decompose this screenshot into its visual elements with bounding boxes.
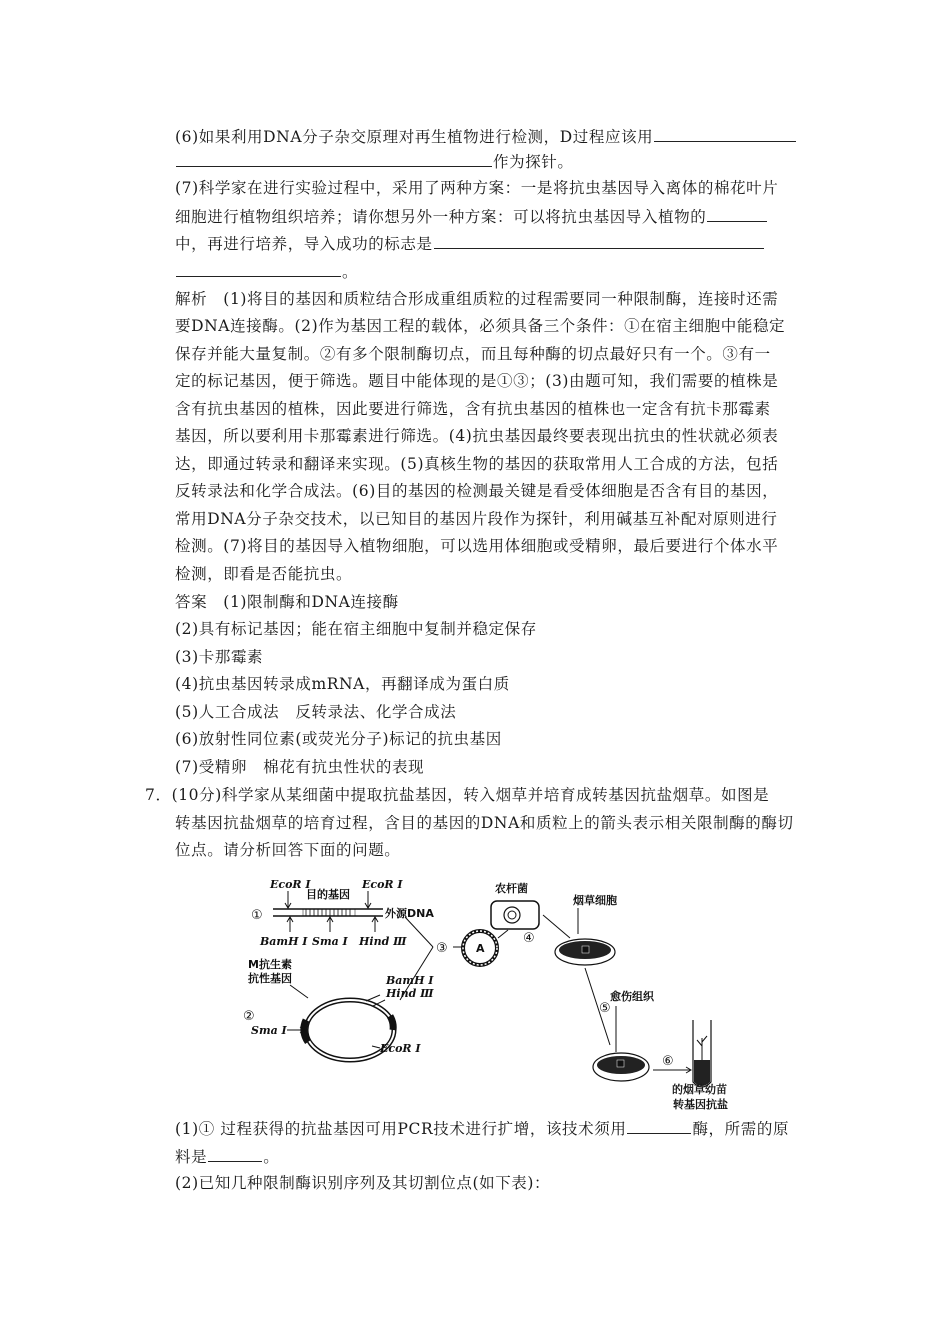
pointer-line: [290, 985, 308, 998]
answer-line: (2)具有标记基因；能在宿主细胞中复制并稳定保存: [175, 620, 537, 638]
seedling-label-1: 转基因抗盐: [673, 1098, 728, 1111]
question-7-line-1: [145, 784, 769, 806]
answer-blank[interactable]: [208, 1145, 262, 1162]
ecori-label-right: EcoR Ⅰ: [362, 878, 403, 891]
step-4-arrow: [543, 915, 570, 938]
q7-part-1-text-b: 酶，所需的原: [692, 1120, 790, 1138]
q7-part-1-text-c: 料是: [175, 1148, 208, 1166]
analysis-line: 常用DNA分子杂交技术，以已知目的基因片段作为探针，利用碱基互补配对原则进行: [175, 510, 778, 528]
q7-sub-line-4: [175, 260, 358, 283]
analysis-line: 要DNA连接酶。(2)作为基因工程的载体，必须具备三个条件：①在宿主细胞中能稳定: [175, 317, 786, 335]
step-1-label: ①: [251, 908, 263, 923]
answer-line: (7)受精卵 棉花有抗虫性状的表现: [175, 758, 425, 776]
q7-sub-text-3: 中，再进行培养，导入成功的标志是: [175, 235, 433, 253]
q6-line-1: [175, 125, 797, 148]
answer-blank[interactable]: [654, 125, 796, 142]
q7-sub-text-4: 。: [342, 263, 359, 281]
ecori-plasmid-label: EcoR Ⅰ: [380, 1042, 421, 1055]
step-5-label: ⑤: [599, 1001, 611, 1016]
plasmid-marker-segment: [390, 1016, 393, 1030]
target-gene-label: 目的基因: [306, 888, 350, 901]
ecori-label-left: EcoR Ⅰ: [270, 878, 311, 891]
q7-sub-line-3: [175, 232, 765, 255]
analysis-line: 检测，即看是否能抗虫。: [175, 565, 353, 583]
seedling-icon: [697, 1036, 707, 1060]
step-2-label: ②: [243, 1009, 255, 1024]
analysis-line: 解析 (1)将目的基因和质粒结合形成重组质粒的过程需要同一种限制酶，连接时还需: [175, 290, 779, 308]
agrobacterium-plasmid: [504, 907, 520, 923]
answer-line: (3)卡那霉素: [175, 648, 264, 666]
step-6-label: ⑥: [662, 1054, 674, 1069]
answer-line: 答案 (1)限制酶和DNA连接酶: [175, 593, 399, 611]
q7-sub-line-2: [175, 205, 768, 228]
analysis-line: 基因，所以要利用卡那霉素进行筛选。(4)抗虫基因最终要表现出抗虫的性状就必须表: [175, 427, 779, 445]
bamhi-pointer: [366, 995, 380, 1001]
answer-blank[interactable]: [627, 1117, 691, 1134]
q7-part-1-text-d: 。: [263, 1148, 280, 1166]
q7-sub-text-2: 细胞进行植物组织培养；请你想另外一种方案：可以将抗虫基因导入植物的: [175, 208, 707, 226]
question-number: 7．: [145, 786, 172, 804]
hindiii-plasmid-label: Hind Ⅲ: [386, 987, 434, 1000]
step-4-label: ④: [523, 931, 535, 946]
merge-line-top: [405, 917, 433, 947]
m-antibiotic-label-2: 抗性基因: [248, 972, 292, 985]
question-7-line-2: 转基因抗盐烟草的培育过程，含目的基因的DNA和质粒上的箭头表示相关限制酶的酶切: [175, 814, 794, 832]
smai-plasmid-label: Sma Ⅰ: [251, 1024, 287, 1037]
answer-blank[interactable]: [434, 232, 764, 249]
bamhi-label: BamH Ⅰ: [260, 935, 308, 948]
q7-part-1-line-2: [175, 1145, 279, 1168]
plasmid-a-label: A: [476, 942, 485, 955]
answer-line: (6)放射性同位素(或荧光分子)标记的抗虫基因: [175, 730, 502, 748]
answer-line: (4)抗虫基因转录成mRNA，再翻译成为蛋白质: [175, 675, 510, 693]
analysis-line: 反转录法和化学合成法。(6)目的基因的检测最关键是看受体细胞是否含有目的基因，: [175, 482, 779, 500]
q7-sub-line-1: (7)科学家在进行实验过程中，采用了两种方案：一是将抗虫基因导入离体的棉花叶片: [175, 179, 779, 197]
analysis-line: 含有抗虫基因的植株，因此要进行筛选，含有抗虫基因的植株也一定含有抗卡那霉素: [175, 400, 771, 418]
foreign-dna-label: 外源DNA: [385, 907, 434, 920]
seedling-label-2: 的烟草幼苗: [672, 1083, 727, 1096]
q6-text-2: 作为探针。: [493, 153, 574, 171]
analysis-line: 达，即通过转录和翻译来实现。(5)真核生物的基因的获取常用人工合成的方法，包括: [175, 455, 779, 473]
m-antibiotic-label-1: M抗生素: [248, 958, 292, 971]
analysis-line: 保存并能大量复制。②有多个限制酶切点，而且每种酶的切点最好只有一个。③有一: [175, 345, 771, 363]
target-gene-hatching: [306, 909, 350, 916]
q7-part-2: (2)已知几种限制酶识别序列及其切割位点(如下表)：: [175, 1174, 551, 1192]
question-7-text-1: (10分)科学家从某细菌中提取抗盐基因，转入烟草并培育成转基因抗盐烟草。如图是: [171, 786, 770, 804]
agrobacterium-label: 农杆菌: [495, 882, 528, 895]
answer-blank[interactable]: [707, 205, 767, 222]
tobacco-tissue: [582, 946, 589, 953]
agrobacterium-plasmid-inner: [508, 911, 516, 919]
answer-blank[interactable]: [176, 260, 341, 277]
analysis-line: 检测。(7)将目的基因导入植物细胞，可以选用体细胞或受精卵，最后要进行个体水平: [175, 537, 779, 555]
ecori-pointer: [372, 1046, 380, 1048]
answer-blank[interactable]: [176, 150, 492, 167]
hindiii-label: Hind Ⅲ: [359, 935, 407, 948]
q6-text-1: (6)如果利用DNA分子杂交原理对再生植物进行检测，D过程应该用: [175, 128, 654, 146]
agrobacterium-cell: [491, 901, 539, 929]
analysis-line: 定的标记基因，便于筛选。题目中能体现的是①③；(3)由题可知，我们需要的植株是: [175, 372, 779, 390]
callus-tissue: [617, 1060, 624, 1067]
smai-label: Sma Ⅰ: [312, 935, 348, 948]
gene-engineering-diagram: [240, 870, 740, 1111]
q6-line-2: [175, 150, 574, 173]
q7-part-1-text-a: (1)① 过程获得的抗盐基因可用PCR技术进行扩增，该技术须用: [175, 1120, 627, 1138]
target-gene-segment: [303, 909, 355, 916]
answer-line: (5)人工合成法 反转录法、化学合成法: [175, 703, 457, 721]
callus-label: 愈伤组织: [610, 990, 654, 1003]
tobacco-cell-label: 烟草细胞: [573, 894, 617, 907]
q7-part-1-line-1: [175, 1117, 789, 1140]
bamhi-plasmid-label: BamH Ⅰ: [386, 974, 434, 987]
question-7-line-3: 位点。请分析回答下面的问题。: [175, 841, 401, 859]
step-3-label: ③: [436, 941, 448, 956]
step-a-arrow: [498, 930, 508, 938]
